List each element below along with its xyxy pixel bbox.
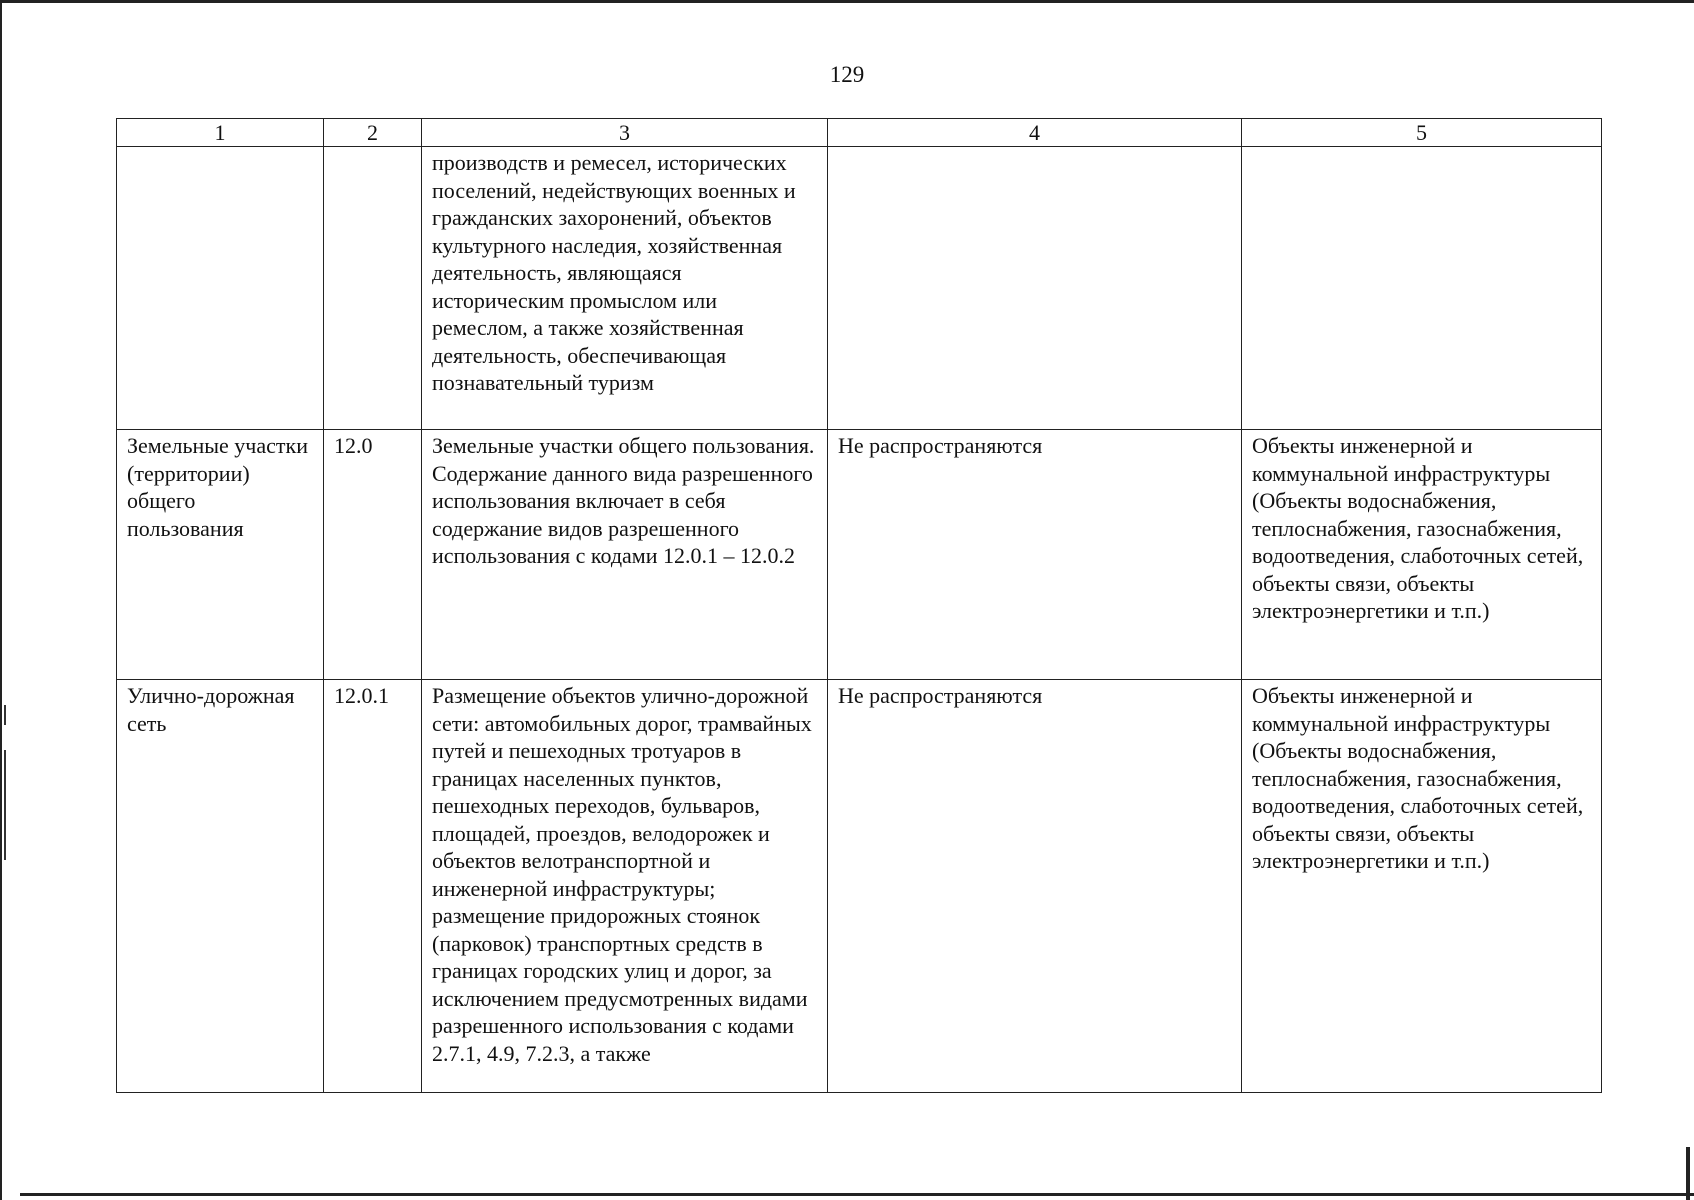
column-header: 3 — [422, 119, 828, 147]
table-cell-description: Земельные участки общего пользования. Содержание данного вида разрешенного использования включает в себя содержание видов разрешенного использования с кодами 12.0.1 – 12.0.2 — [422, 430, 828, 680]
table-cell-code — [324, 147, 422, 430]
table-cell-objects: Объекты инженерной и коммунальной инфраструктуры (Объекты водоснабжения, теплоснабжения, газоснабжения, водоотведения, слаботочных сетей, объекты связи, объекты электроэнергетики и т.п.) — [1242, 680, 1602, 1093]
table-row — [117, 680, 1602, 1093]
table-cell-code: 12.0.1 — [324, 680, 422, 1093]
regulations-table — [116, 118, 1602, 1093]
scan-mark-left — [4, 705, 6, 725]
table-cell-restrictions — [828, 147, 1242, 430]
table-cell-description: Размещение объектов улично-дорожной сети: автомобильных дорог, трамвайных путей и пешеходных тротуаров в границах населенных пунктов, пешеходных переходов, бульваров, площадей, проездов, велодорожек и объектов велотранспортной и инженерной инфраструктуры; размещение придорожных стоянок (парковок) транспортных средств в границах городских улиц и дорог, за исключением предусмотренных видами разрешенного использования с кодами 2.7.1, 4.9, 7.2.3, а также — [422, 680, 828, 1093]
table-cell-restrictions: Не распространяются — [828, 680, 1242, 1093]
table-cell-name — [117, 147, 324, 430]
column-header: 4 — [828, 119, 1242, 147]
page-number: 129 — [829, 62, 865, 87]
column-header: 5 — [1242, 119, 1602, 147]
scan-mark-left — [4, 750, 6, 860]
table-cell-name: Улично-дорожная сеть — [117, 680, 324, 1093]
table-cell-restrictions: Не распространяются — [828, 430, 1242, 680]
table-cell-name: Земельные участки (территории) общего пользования — [117, 430, 324, 680]
column-header: 2 — [324, 119, 422, 147]
table-row — [117, 147, 1602, 430]
table-row — [117, 430, 1602, 680]
table-cell-objects — [1242, 147, 1602, 430]
column-header: 1 — [117, 119, 324, 147]
scan-frame-left — [0, 0, 2, 1200]
scan-frame-bottom — [20, 1193, 1694, 1196]
scan-mark-right — [1686, 1147, 1690, 1200]
table-cell-code: 12.0 — [324, 430, 422, 680]
table-header-row — [117, 119, 1602, 147]
scan-frame-top — [0, 0, 1694, 3]
table-cell-objects: Объекты инженерной и коммунальной инфраструктуры (Объекты водоснабжения, теплоснабжения, газоснабжения, водоотведения, слаботочных сетей, объекты связи, объекты электроэнергетики и т.п.) — [1242, 430, 1602, 680]
table-cell-description: производств и ремесел, исторических поселений, недействующих военных и гражданских захоронений, объектов культурного наследия, хозяйственная деятельность, являющаяся историческим промыслом или ремеслом, а также хозяйственная деятельность, обеспечивающая познавательный туризм — [422, 147, 828, 430]
